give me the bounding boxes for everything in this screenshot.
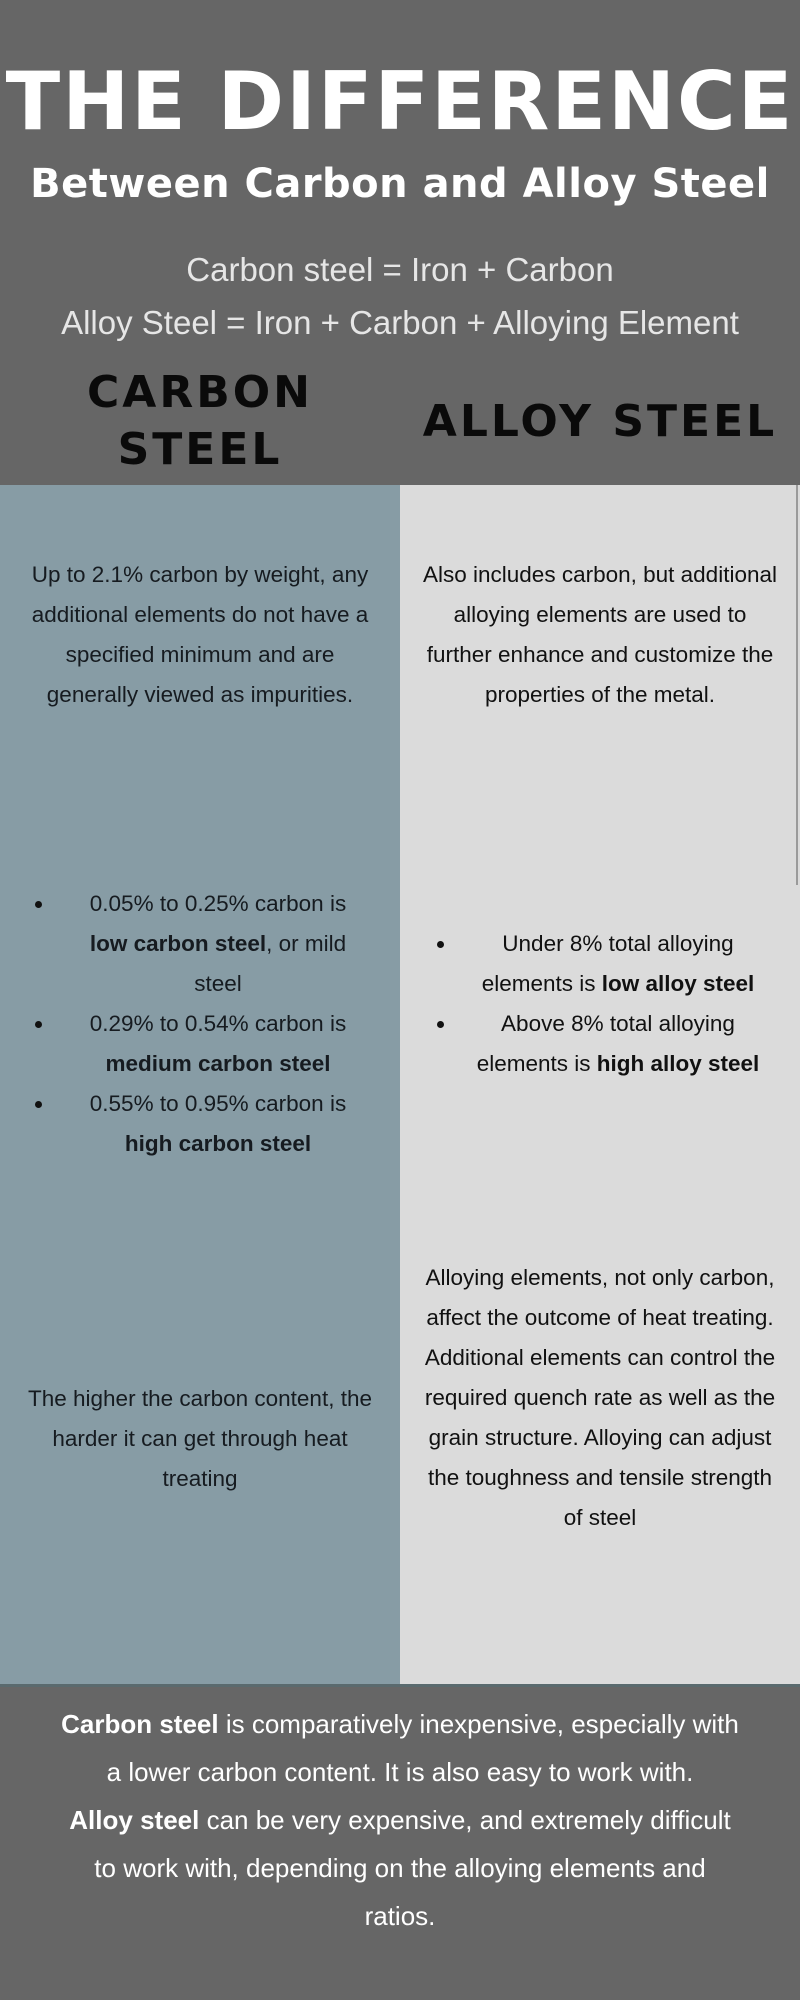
list-item <box>460 1004 776 1084</box>
alloy-grades-list <box>460 924 776 1084</box>
carbon-definition: Up to 2.1% carbon by weight, any additional elements do not have a specified minimum and are generally viewed as impurities. <box>31 562 369 707</box>
cost-summary <box>60 1700 740 1940</box>
alloy-cost-text: can be very expensive, and extremely difficult to work with, depending on the alloying elements and ratios. <box>94 1805 731 1931</box>
alloy-steel-column-header: ALLOY STEEL <box>422 396 778 447</box>
column-edge-divider <box>796 485 798 885</box>
alloy-definition: Also includes carbon, but additional alloying elements are used to further enhance and customize the properties of the metal. <box>423 562 777 707</box>
list-item <box>460 924 776 1004</box>
grade-range: Under 8% total alloying elements is <box>481 931 734 996</box>
grade-name: high carbon steel <box>124 1131 312 1156</box>
carbon-steel-formula: Carbon steel = Iron + Carbon <box>186 251 614 288</box>
grade-range: 0.05% to 0.25% carbon is <box>89 891 347 916</box>
grade-range: Above 8% total alloying elements is <box>476 1011 735 1076</box>
carbon-header-line2: STEEL <box>117 424 283 475</box>
bullet-icon <box>437 1021 444 1028</box>
alloy-cost-note <box>60 1796 740 1940</box>
page-subtitle: Between Carbon and Alloy Steel <box>30 161 770 207</box>
grade-name: low alloy steel <box>601 971 755 996</box>
list-item <box>70 1084 366 1164</box>
alloy-heat-treating: Alloying elements, not only carbon, affect the outcome of heat treating. Additional elements can control the required quench rate as well as the grain structure. Alloying can adjust the toughness and tensile strength of steel <box>424 1265 776 1530</box>
bullet-icon <box>35 1101 42 1108</box>
grade-name: medium carbon steel <box>105 1051 331 1076</box>
grade-name: high alloy steel <box>596 1051 760 1076</box>
list-item <box>70 1004 366 1084</box>
carbon-grades-list <box>70 884 366 1164</box>
carbon-cost-text: is comparatively inexpensive, especially with a lower carbon content. It is also easy to work with. <box>106 1709 739 1787</box>
alloy-cost-label: Alloy steel <box>69 1805 200 1835</box>
bullet-icon <box>437 941 444 948</box>
list-item <box>70 884 366 1004</box>
grade-range: 0.29% to 0.54% carbon is <box>89 1011 347 1036</box>
carbon-heat-treating: The higher the carbon content, the harder it can get through heat treating <box>28 1386 372 1491</box>
grade-suffix: , or mild steel <box>194 931 347 996</box>
page-title: THE DIFFERENCE <box>5 55 795 148</box>
carbon-steel-column-header <box>0 364 400 478</box>
carbon-cost-label: Carbon steel <box>61 1709 219 1739</box>
carbon-header-line1: CARBON <box>87 367 313 418</box>
bullet-icon <box>35 1021 42 1028</box>
carbon-cost-note <box>60 1700 740 1796</box>
grade-range: 0.55% to 0.95% carbon is <box>89 1091 347 1116</box>
bullet-icon <box>35 901 42 908</box>
grade-name: low carbon steel <box>89 931 267 956</box>
alloy-steel-formula: Alloy Steel = Iron + Carbon + Alloying Element <box>61 304 739 341</box>
